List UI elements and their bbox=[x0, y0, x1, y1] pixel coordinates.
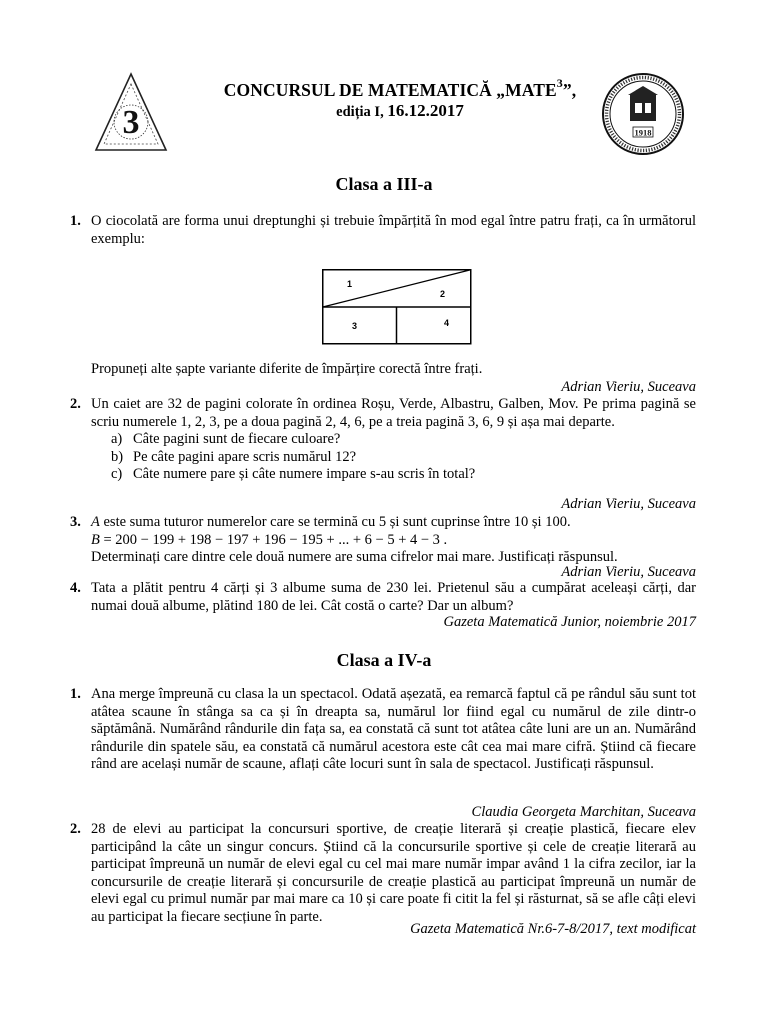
contest-edition: ediția I, 16.12.2017 bbox=[336, 101, 464, 120]
option-b: b) Pe câte pagini apare scris numărul 12? bbox=[111, 448, 357, 465]
piece-label-4: 4 bbox=[444, 318, 450, 328]
problem-iv-1: 1. Ana merge împreună cu clasa la un spectacol. Odată așezată, ea remarcă faptul că pe rândul său sunt tot atâtea scaune în stânga sa ca și în dreapta sa, numărul lor fiind egal cu numărul de zile dintr-o săptămână. Numărând rândurile din fața sa, ea constată că sunt tot atâtea câte luni are un an. Numărând rândurile din spatele său, ea constată că numărul acestora este cât cea mai mare cifră. Știind că fiecare rând are același număr de scaune, aflați câte locuri sunt în sala de spectacol. Justificați răspunsul. bbox=[70, 686, 696, 773]
seal-year: 1918 bbox=[634, 127, 652, 138]
piece-label-1: 1 bbox=[347, 279, 353, 289]
piece-label-2: 2 bbox=[440, 289, 446, 299]
logo-glyph: 3 bbox=[122, 104, 140, 141]
author-iv-1: Claudia Georgeta Marchitan, Suceava bbox=[471, 804, 696, 820]
problem-iii-4: 4. Tata a plătit pentru 4 cărți și 3 albume suma de 230 lei. Prietenul său a cumpărat aceleași cărți, dar numai două albume, plătind 180 de lei. Cât costă o carte? Dar un album? bbox=[70, 580, 696, 614]
author-iv-2: Gazeta Matematică Nr.6-7-8/2017, text modificat bbox=[410, 921, 696, 937]
author-iii-2: Adrian Vieriu, Suceava bbox=[561, 496, 696, 512]
author-iii-3: Adrian Vieriu, Suceava bbox=[561, 564, 696, 580]
problem-iii-1: 1. O ciocolată are forma unui dreptunghi și trebuie împărțită în mod egal între patru frați, ca în următorul exemplu: bbox=[70, 213, 696, 247]
option-c: c) Câte numere pare și câte numere impare s-au scris în total? bbox=[111, 466, 476, 483]
formula-b: B = 200 − 199 + 198 − 197 + 196 − 195 + ... + 6 − 5 + 4 − 3 . bbox=[91, 531, 448, 548]
option-a: a) Câte pagini sunt de fiecare culoare? bbox=[111, 431, 341, 448]
author-iii-4: Gazeta Matematică Junior, noiembrie 2017 bbox=[443, 614, 696, 630]
section-title-iv: Clasa a IV-a bbox=[336, 650, 432, 670]
author-iii-1: Adrian Vieriu, Suceava bbox=[561, 379, 696, 395]
contest-title: CONCURSUL DE MATEMATICĂ „MATE$^3$”, bbox=[223, 76, 577, 100]
piece-label-3: 3 bbox=[352, 321, 358, 331]
problem-iv-2: 2. 28 de elevi au participat la concursuri sportive, de creație literară și creație plastică, fiecare elev participând la câte un singur concurs. Știind că la concursurile sportive și cele de creație literară au participat împreună un număr de elevi egal cu cel mai mare număr impar având 1 la cifra zecilor, iar la concursurile de creație literară și concursurile de creație plastică au participat împreună un număr de elevi egal cu primul număr par mai mare ca 10 și care poate fi citit la fel și răsturnat, să se afle câți elevi au participat la fiecare secțiune în parte. bbox=[70, 821, 696, 925]
problem-iii-1-followup: Propuneți alte șapte variante diferite de împărțire corectă între frați. bbox=[91, 361, 483, 377]
chocolate-division-diagram bbox=[322, 269, 472, 345]
problem-iii-2: 2. Un caiet are 32 de pagini colorate în ordinea Roșu, Verde, Albastru, Galben, Mov. Pe prima pagină se scriu numerele 1, 2, 3, pe a doua pagină 2, 4, 6, pe a treia pagină 3, 6, 9 și așa mai departe. a) Câte pagini sunt de fiecare culoare? b) Pe câte pagini apare scris numărul 12? c) Câte numere pare și câte numere impare s-au scris în total? bbox=[70, 396, 696, 483]
section-title-iii: Clasa a III-a bbox=[335, 174, 433, 194]
problem-iii-3: 3. A este suma tuturor numerelor care se termină cu 5 și sunt cuprinse între 10 și 100. B = 200 − 199 + 198 − 197 + 196 − 195 + ... + 6 − 5 + 4 − 3 . Determinați care dintre cele două numere are suma cifrelor mai mare. Justificați răspunsul. bbox=[70, 514, 696, 567]
